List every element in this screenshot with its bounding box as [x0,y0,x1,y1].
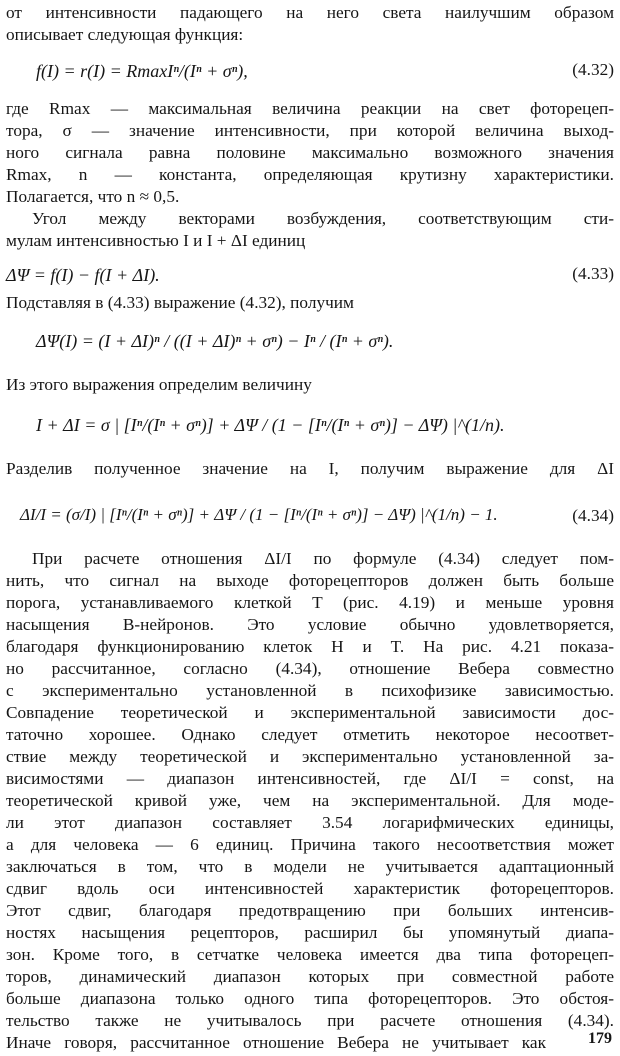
text-line: сдвиг вдоль оси интенсивностей характеристик фоторецепторов. [6,879,614,898]
text-line: а для человека — 6 единиц. Причина такого несоответствия может [6,835,614,854]
equation-4-32: f(I) = r(I) = RmaxIⁿ/(Iⁿ + σⁿ), [36,61,248,81]
text-line: но рассчитанное, согласно (4.34), отношение Вебера совместно [6,659,614,678]
text-line: больше диапазона только одного типа фоторецепторов. Это обстоя- [6,989,614,1008]
equation-number: (4.32) [572,60,614,79]
text-line: описывает следующая функция: [6,25,244,44]
text-line: торов, динамический диапазон которых при совместной работе [6,967,614,986]
text-line: ствие между теоретической и экспериментально установленной за- [6,747,614,766]
text-line: с экспериментально установленной в психофизике зависимостью. [6,681,614,700]
text-line: Из этого выражения определим величину [6,375,312,394]
text-line: благодаря функционированию клеток H и T. На рис. 4.21 показа- [6,637,614,656]
text-line: ностях насыщения рецепторов, расширил бы упомянутый диапа- [6,923,614,942]
text-line: мулам интенсивностью I и I + ΔI единиц [6,231,306,250]
equation-i-plus-delta-i: I + ΔI = σ | [Iⁿ/(Iⁿ + σⁿ)] + ΔΨ / (1 − [Iⁿ/(Iⁿ + σⁿ)] − ΔΨ) |^(1/n). [36,415,505,435]
text-line: висимостями — диапазон интенсивностей, где ΔI/I = const, на [6,769,614,788]
text-line: Угол между векторами возбуждения, соответствующим сти- [32,209,614,228]
text-line: Подставляя в (4.33) выражение (4.32), получим [6,293,354,312]
equation-number: (4.33) [572,264,614,283]
text-line: от интенсивности падающего на него света наилучшим образом [6,3,614,22]
text-line: Этот сдвиг, благодаря предотвращению при больших интенсив- [6,901,614,920]
equation-number: (4.34) [572,506,614,525]
text-line: теоретической кривой уже, чем на экспериментальной. Для моде- [6,791,614,810]
text-line: нить, что сигнал на выходе фоторецепторов должен быть больше [6,571,614,590]
text-line: таточно хорошее. Однако следует отметить некоторое несоответ- [6,725,614,744]
text-line: порога, устанавливаемого клеткой T (рис. 4.19) и меньше уровня [6,593,614,612]
text-line: насыщения B-нейронов. Это условие обычно удовлетворяется, [6,615,614,634]
equation-delta-psi: ΔΨ(I) = (I + ΔI)ⁿ / ((I + ΔI)ⁿ + σⁿ) − Iⁿ / (Iⁿ + σⁿ). [36,331,394,351]
text-line: где Rmax — максимальная величина реакции на свет фоторецеп- [6,99,614,118]
text-line: тельство также не учитывалось при расчете отношения (4.34). [6,1011,614,1030]
page-number: 179 [588,1030,612,1047]
text-line: Полагается, что n ≈ 0,5. [6,187,180,206]
text-line: Совпадение теоретической и экспериментальной зависимости дос- [6,703,614,722]
text-line: заключаться в том, что в модели не учитывается адаптационный [6,857,614,876]
text-line: Rmax, n — константа, определяющая крутизну характеристики. [6,165,614,184]
text-line: Иначе говоря, рассчитанное отношение Вебера не учитывает как [6,1033,546,1052]
equation-4-33: ΔΨ = f(I) − f(I + ΔI). [6,265,160,285]
text-line: ного сигнала равна половине максимально возможного значения [6,143,614,162]
text-line: зон. Кроме того, в сетчатке человека имеется два типа фоторецеп- [6,945,614,964]
text-line: Разделив полученное значение на I, получим выражение для ΔI [6,459,614,478]
text-line: При расчете отношения ΔI/I по формуле (4.34) следует пом- [32,549,614,568]
text-line: тора, σ — значение интенсивности, при которой величина выход- [6,121,614,140]
text-line: ли этот диапазон составляет 3.54 логарифмических единицы, [6,813,614,832]
equation-4-34: ΔI/I = (σ/I) | [Iⁿ/(Iⁿ + σⁿ)] + ΔΨ / (1 − [Iⁿ/(Iⁿ + σⁿ)] − ΔΨ) |^(1/n) − 1. [20,505,498,524]
